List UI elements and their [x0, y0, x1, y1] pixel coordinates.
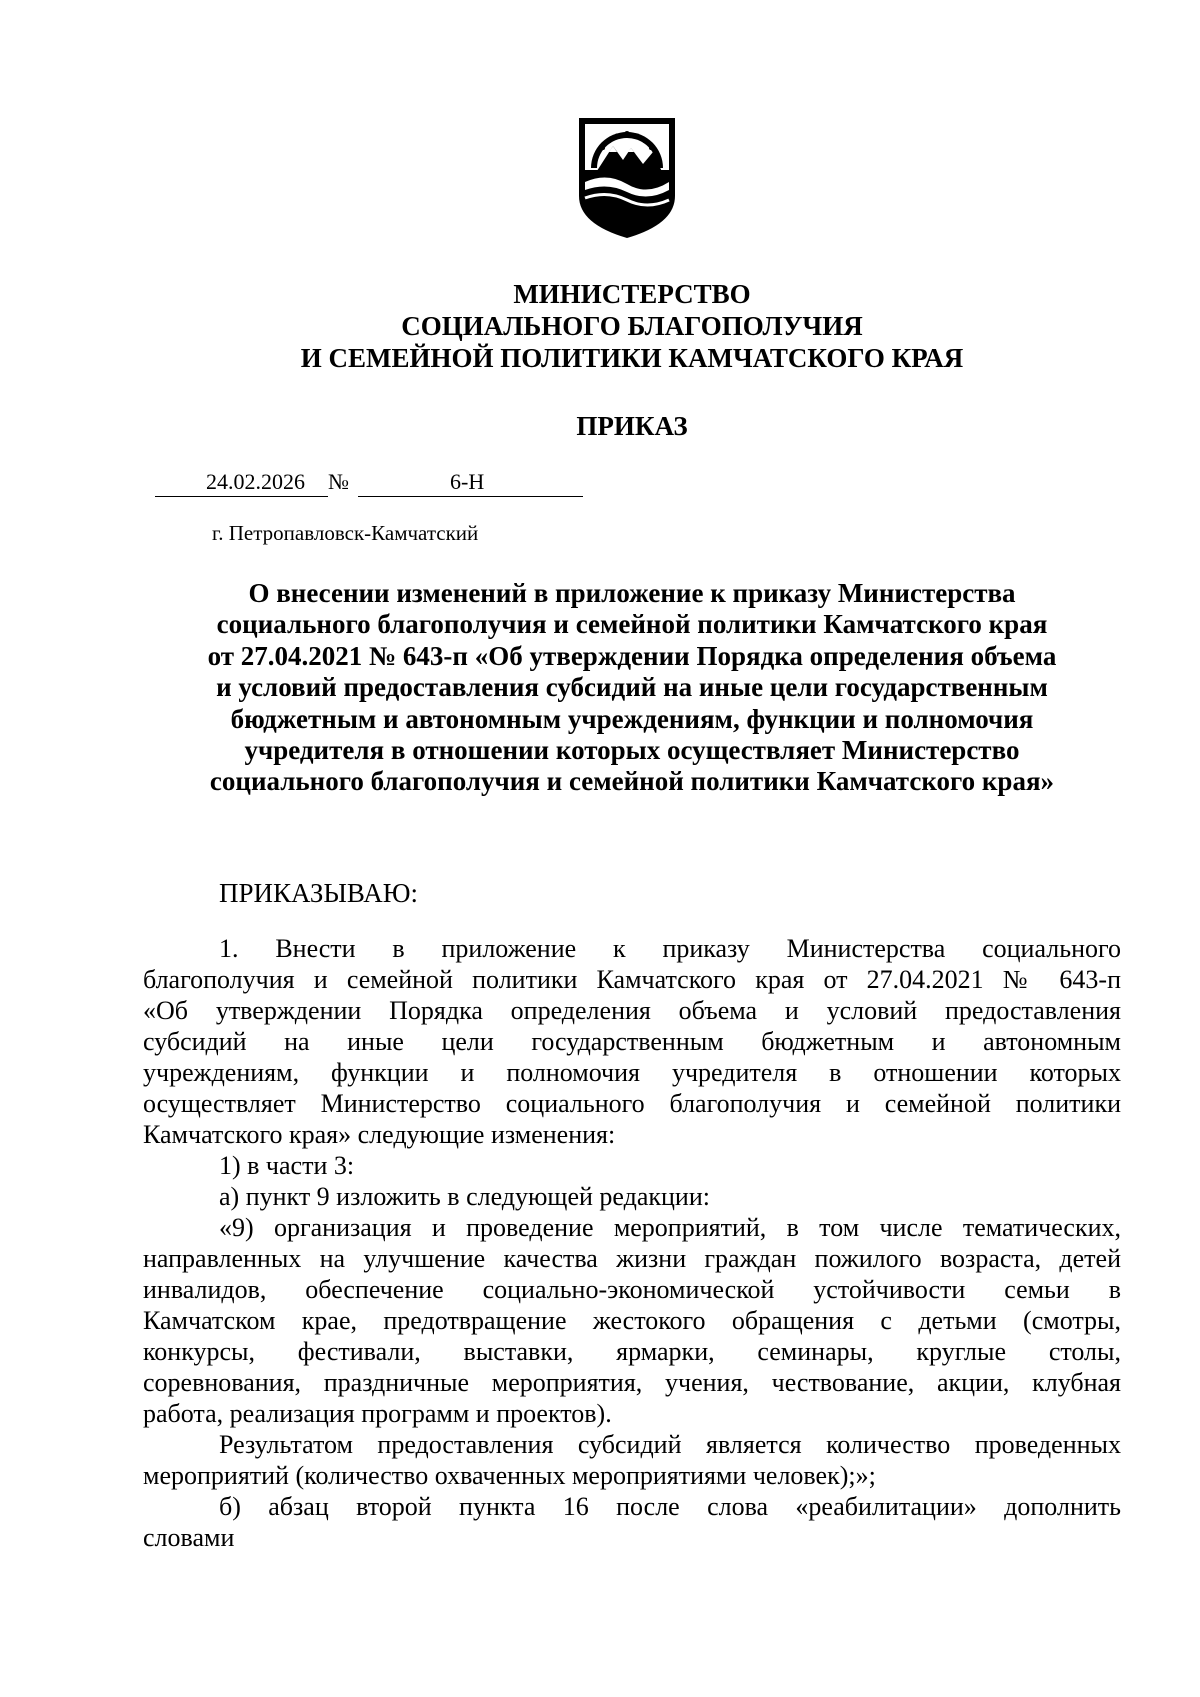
body-line: направленных на улучшение качества жизни граждан пожилого возраста, детей [143, 1244, 1121, 1273]
order-date: 24.02.2026 [206, 469, 305, 494]
order-word: ПРИКАЗЫВАЮ: [219, 878, 418, 908]
subject-line: и условий предоставления субсидий на иные цели государственным [216, 672, 1048, 703]
order-subject [150, 578, 1114, 798]
order-date-field [155, 468, 328, 497]
body-line: Результатом предоставления субсидий является количество проведенных [219, 1430, 1121, 1459]
number-sign: № [328, 469, 349, 494]
body-line: 1) в части 3: [219, 1151, 355, 1180]
body-line: благополучия и семейной политики Камчатского края от 27.04.2021 № 643-п [143, 965, 1121, 994]
body-line: инвалидов, обеспечение социально-экономической устойчивости семьи в [143, 1275, 1121, 1304]
body-line: б) абзац второй пункта 16 после слова «реабилитации» дополнить [219, 1492, 1121, 1521]
subject-line: социального благополучия и семейной политики Камчатского края» [209, 766, 1055, 797]
body-line: словами [143, 1523, 235, 1552]
body-line: а) пункт 9 изложить в следующей редакции: [219, 1182, 710, 1211]
order-body [143, 933, 1121, 1553]
body-line: работа, реализация программ и проектов). [143, 1399, 612, 1428]
ministry-line: И СЕМЕЙНОЙ ПОЛИТИКИ КАМЧАТСКОГО КРАЯ [300, 343, 964, 373]
document-type: ПРИКАЗ [576, 411, 688, 441]
ministry-line: СОЦИАЛЬНОГО БЛАГОПОЛУЧИЯ [401, 311, 863, 341]
ministry-line: МИНИСТЕРСТВО [513, 279, 751, 309]
camchatka-coat-of-arms-icon [573, 112, 681, 242]
body-line: Камчатском крае, предотвращение жестокого обращения с детьми (смотры, [143, 1306, 1121, 1335]
body-line: мероприятий (количество охваченных мероприятиями человек);»; [143, 1461, 876, 1490]
body-line: «9) организация и проведение мероприятий, в том числе тематических, [219, 1213, 1121, 1242]
subject-line: социального благополучия и семейной политики Камчатского края [216, 609, 1048, 640]
body-line: субсидий на иные цели государственным бюджетным и автономным [143, 1027, 1121, 1056]
ministry-name [0, 278, 1200, 374]
city-name: г. Петропавловск-Камчатский [212, 521, 479, 545]
body-line: Камчатского края» следующие изменения: [143, 1120, 616, 1149]
subject-line: учредителя в отношении которых осуществляет Министерство [244, 735, 1020, 766]
subject-line: бюджетным и автономным учреждениям, функции и полномочия [230, 703, 1034, 734]
body-line: учреждениям, функции и полномочия учредителя в отношении которых [143, 1058, 1121, 1087]
body-line: 1. Внести в приложение к приказу Министерства социального [219, 934, 1121, 963]
body-line: соревнования, праздничные мероприятия, учения, чествование, акции, клубная [143, 1368, 1121, 1397]
order-number: 6-Н [450, 469, 485, 494]
body-line: осуществляет Министерство социального благополучия и семейной политики [143, 1089, 1121, 1118]
subject-line: от 27.04.2021 № 643-п «Об утверждении Порядка определения объема [207, 640, 1057, 671]
body-line: «Об утверждении Порядка определения объема и условий предоставления [143, 996, 1121, 1025]
subject-line: О внесении изменений в приложение к приказу Министерства [248, 578, 1016, 608]
body-line: конкурсы, фестивали, выставки, ярмарки, семинары, круглые столы, [143, 1337, 1121, 1366]
order-number-field [358, 468, 583, 497]
